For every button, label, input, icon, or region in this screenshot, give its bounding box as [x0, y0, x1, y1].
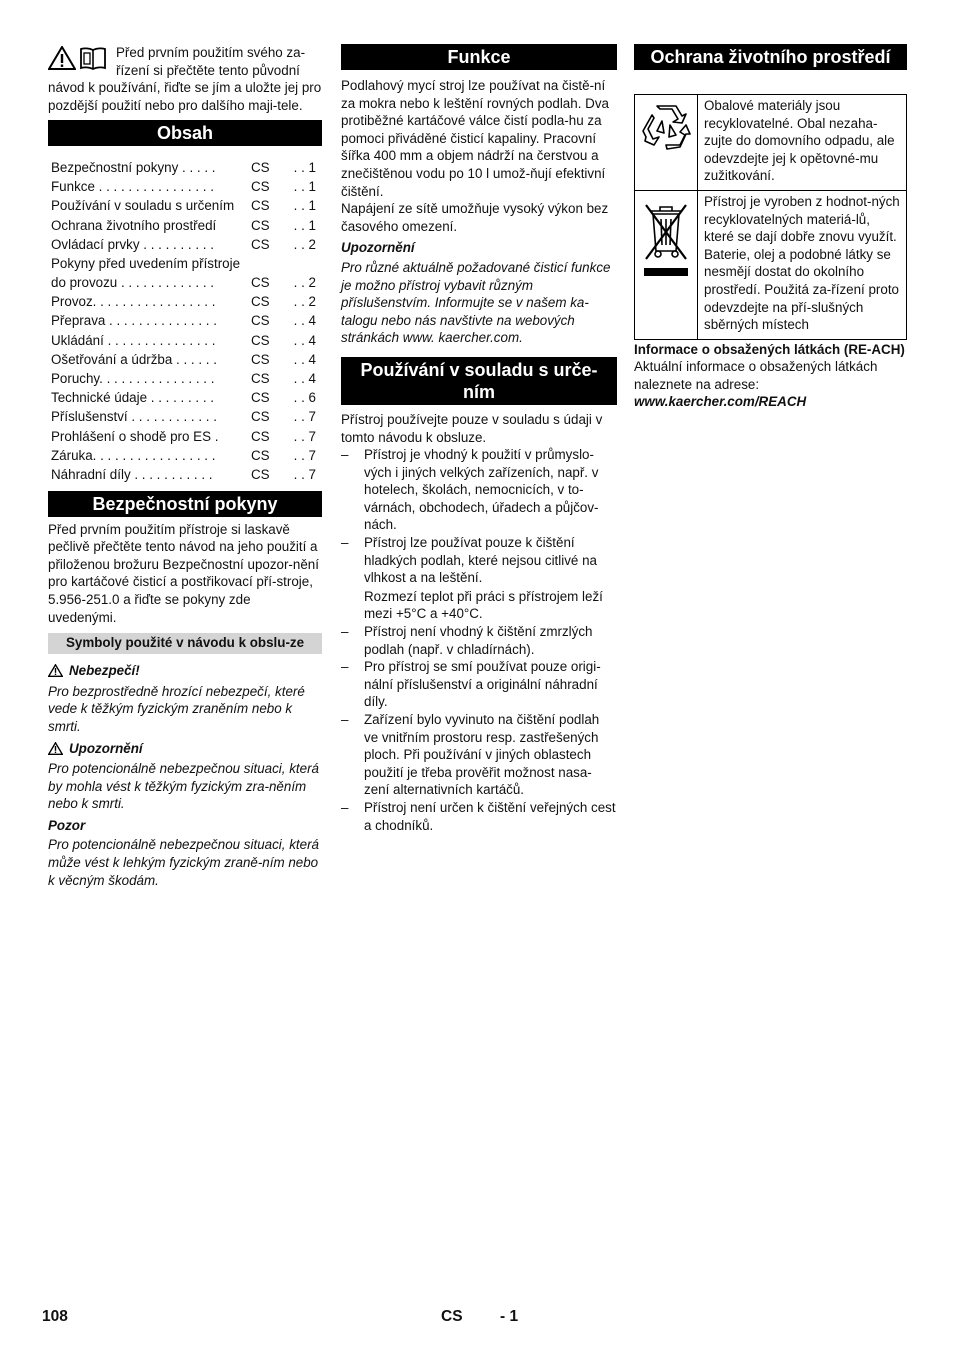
toc-entry-page: . . 6: [293, 390, 316, 406]
temperature-note: Rozmezí teplot při práci s přístrojem leží mezi +5°C a +40°C.: [364, 588, 603, 622]
danger-label-row: [48, 662, 322, 680]
toc-entry-title: Technické údaje . . . . . . . . .: [51, 390, 214, 406]
toc-entry-page: . . 7: [293, 466, 316, 482]
list-item: – Přístroj není určen k čištění veřejných cest a chodníků.: [341, 799, 617, 834]
column-middle: [341, 44, 617, 834]
toc-entry-lang: CS: [251, 447, 270, 463]
toc-row: [48, 177, 322, 196]
footer-language: CS: [441, 1308, 463, 1325]
toc-entry-page: . . 1: [293, 159, 316, 175]
warning-label: Upozornění: [69, 740, 143, 756]
table-of-contents: [48, 157, 322, 483]
toc-entry-lang: CS: [251, 217, 270, 233]
toc-entry-lang: CS: [251, 313, 270, 329]
crossed-bin-icon: [641, 199, 691, 279]
toc-entry-title: Funkce . . . . . . . . . . . . . . . .: [51, 179, 214, 195]
toc-entry-page: . . 2: [293, 236, 316, 252]
list-item: – Zařízení bylo vyvinuto na čištění podlah ve vnitřním prostoru resp. zastřešených ploch. Při používání v jiných oblastech použití je třeba prověřit možnost nasa-zení alternativních kartáčů.: [341, 711, 617, 799]
toc-entry-page: . . 2: [293, 275, 316, 291]
obsah-heading: Obsah: [48, 120, 322, 146]
toc-entry-title: Ovládací prvky . . . . . . . . . .: [51, 236, 214, 252]
toc-entry-page: . . 7: [293, 447, 316, 463]
toc-entry-title: Příslušenství . . . . . . . . . . . .: [51, 409, 217, 425]
intro-line-1: Před prvním použitím svého za-: [116, 45, 306, 60]
toc-entry-page: . . 1: [293, 217, 316, 233]
toc-entry-lang: CS: [251, 371, 270, 387]
column-left: [48, 44, 322, 889]
warning-small-icon: [48, 742, 63, 755]
toc-row: [48, 234, 322, 253]
toc-row: [48, 330, 322, 349]
list-item: – Přístroj není vhodný k čištění zmrzlých podlah (např. v chladírnách).: [341, 623, 617, 658]
usage-intro: Přístroj používejte pouze v souladu s údaji v tomto návodu k obsluze.: [341, 411, 603, 445]
list-item: [341, 534, 617, 623]
toc-entry-title: Pokyny před uvedením přístroje: [51, 255, 241, 271]
warning-small-icon: [48, 664, 63, 677]
caution-label: Pozor: [48, 817, 86, 833]
toc-entry-lang: CS: [251, 428, 270, 444]
toc-entry-title: Přeprava . . . . . . . . . . . . . . .: [51, 313, 217, 329]
toc-entry-page: [282, 253, 322, 272]
funkce-heading: Funkce: [341, 44, 617, 70]
toc-entry-title: Používání v souladu s určením: [51, 198, 235, 214]
weee-text: Přístroj je vyroben z hodnot-ných recyklovatelných materiá-lů, které se dají dobře znovu využít. Baterie, olej a podobné látky se nesmějí dostat do okolního prostředí. Použitá za-řízení proto odevzdejte na pří-slušných sběrných místech: [698, 190, 907, 339]
toc-row: [48, 157, 322, 176]
toc-entry-lang: CS: [251, 466, 270, 482]
usage-list: [341, 446, 617, 834]
intro-block: [48, 44, 322, 79]
warning-label-row: [48, 740, 322, 758]
toc-entry-page: . . 4: [293, 332, 316, 348]
recycle-text: Obalové materiály jsou recyklovatelné. Obal nezaha-zujte do domovního odpadu, ale odevzdejte jej k opětovné-mu zužitkování.: [698, 95, 907, 191]
usage-heading: Používání v souladu s urče-ním: [341, 357, 617, 405]
warning-icon: [48, 46, 76, 70]
safety-heading: Bezpečnostní pokyny: [48, 491, 322, 517]
toc-entry-title: do provozu . . . . . . . . . . . . .: [51, 275, 214, 291]
caution-text: Pro potencionálně nebezpečnou situaci, která může vést k lehkým fyzickým zraně-ním nebo k věcným škodám.: [48, 837, 319, 888]
toc-entry-page: . . 1: [293, 179, 316, 195]
toc-entry-title: Bezpečnostní pokyny . . . . .: [51, 159, 216, 175]
funkce-text-2: Napájení ze sítě umožňuje vysoký výkon bez časového omezení.: [341, 201, 609, 234]
toc-entry-page: . . 4: [293, 351, 316, 367]
safety-text: Před prvním použitím přístroje si laskavě pečlivě přečtěte tento návod na jeho použití a přiloženou brožuru Bezpečnostní upozor-nění pro kartáčové čisticí a postřikovací pří-stroje, 5.956-251.0 a řiďte se pokyny zde uvedenými.: [48, 521, 319, 625]
page-number: 108: [42, 1308, 68, 1325]
list-item: – Pro přístroj se smí používat pouze origi-nální příslušenství a originální náhradní díly.: [341, 658, 617, 711]
toc-entry-lang: CS: [251, 351, 270, 367]
recycling-icon: [640, 101, 692, 153]
toc-entry-title: Provoz. . . . . . . . . . . . . . . . .: [51, 294, 216, 310]
toc-entry-page: . . 7: [293, 409, 316, 425]
toc-entry-title: Ochrana životního prostředí: [51, 217, 217, 233]
reach-link[interactable]: www.kaercher.com/REACH: [634, 394, 807, 410]
toc-row: [48, 464, 322, 483]
toc-entry-page: . . 1: [293, 198, 316, 214]
intro-text: návod k používání, řiďte se jím a uložte jej pro pozdější použití nebo pro dalšího maji-tele.: [48, 80, 322, 113]
toc-row: [48, 196, 322, 215]
intro-icons: [48, 46, 107, 70]
toc-entry-title: Ukládání . . . . . . . . . . . . . . .: [51, 332, 216, 348]
manual-book-icon: [79, 46, 107, 70]
toc-entry-lang: CS: [251, 159, 270, 175]
toc-row: [48, 445, 322, 464]
toc-row: [48, 388, 322, 407]
toc-entry-page: . . 2: [293, 294, 316, 310]
reach-heading: Informace o obsažených látkách (RE-ACH): [634, 341, 905, 357]
toc-row: [48, 426, 322, 445]
list-item-text: Přístroj lze používat pouze k čištění hladkých podlah, které nejsou citlivé na vlhkost a na leštění.: [364, 535, 597, 586]
funkce-note-label: Upozornění: [341, 240, 415, 256]
toc-entry-page: . . 4: [293, 371, 316, 387]
toc-entry-lang: [248, 253, 282, 272]
toc-row: [48, 311, 322, 330]
toc-entry-title: Ošetřování a údržba . . . . . .: [51, 351, 217, 367]
toc-entry-page: . . 7: [293, 428, 316, 444]
toc-row: [48, 215, 322, 234]
toc-entry-lang: CS: [251, 275, 270, 291]
toc-entry-page: . . 4: [293, 313, 316, 329]
toc-entry-title: Prohlášení o shodě pro ES .: [51, 428, 219, 444]
danger-label: Nebezpečí!: [69, 663, 140, 679]
toc-row: [48, 349, 322, 368]
toc-row: [48, 368, 322, 387]
warning-text: Pro potencionálně nebezpečnou situaci, která by mohla vést k těžkým fyzickým zra-něním nebo k smrti.: [48, 761, 319, 812]
symbols-heading: Symboly použité v návodu k obslu-ze: [48, 633, 322, 654]
environment-heading: Ochrana životního prostředí: [634, 44, 907, 70]
toc-row: [48, 407, 322, 426]
column-right: [634, 44, 907, 411]
toc-row: [48, 292, 322, 311]
toc-entry-lang: CS: [251, 179, 270, 195]
funkce-text-1: Podlahový mycí stroj lze používat na čistě-ní za mokra nebo k leštění rovných podlah. Dva protiběžné kartáčové válce čistí podla-hu za pomoci přiváděné čisticí kapaliny. Pracovní šířka 400 mm a objem nádrží na čerstvou a znečištěnou vodu po 10 l umož-ňují efektivní čištění.: [341, 78, 609, 199]
funkce-note-text: Pro různé aktuálně požadované čisticí funkce je možno přístroj vybavit různým příslušenstvím. Informujte se v našem ka-talogu nebo nás navštivte na webových stránkách www. kaercher.com.: [341, 259, 611, 346]
list-item: – Přístroj je vhodný k použití v průmyslo-vých i jiných velkých zařízeních, např. v hotelech, školách, nemocnicích, v to-várnách, obchodech, úřadech a půjčov-nách.: [341, 446, 617, 534]
toc-entry-lang: CS: [251, 198, 270, 214]
toc-row: [48, 273, 322, 292]
toc-entry-lang: CS: [251, 236, 270, 252]
toc-entry-title: Záruka. . . . . . . . . . . . . . . . .: [51, 447, 216, 463]
reach-text: Aktuální informace o obsažených látkách naleznete na adrese:: [634, 359, 878, 392]
toc-entry-lang: CS: [251, 332, 270, 348]
toc-entry-title: Poruchy. . . . . . . . . . . . . . . .: [51, 371, 215, 387]
environment-table: [634, 94, 907, 340]
toc-row: [48, 253, 322, 272]
toc-entry-lang: CS: [251, 294, 270, 310]
toc-entry-title: Náhradní díly . . . . . . . . . . .: [51, 466, 213, 482]
toc-entry-lang: CS: [251, 390, 270, 406]
toc-entry-lang: CS: [251, 409, 270, 425]
intro-line-2: řízení si přečtěte tento původní: [116, 62, 300, 78]
footer-subpage: - 1: [500, 1308, 519, 1325]
danger-text: Pro bezprostředně hrozící nebezpečí, které vede k těžkým fyzickým zraněním nebo k smrti.: [48, 683, 305, 734]
